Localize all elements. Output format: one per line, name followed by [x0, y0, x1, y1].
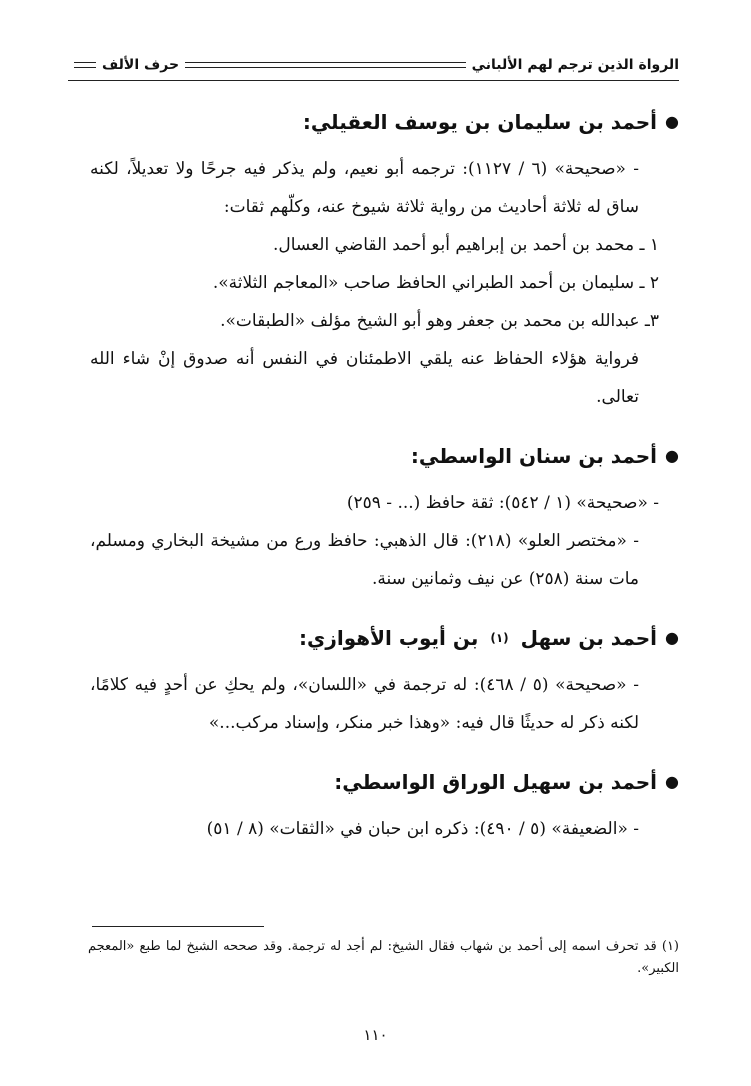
entry-name: أحمد بن سهيل الوراق الواسطي: [334, 770, 658, 794]
chapter-title: حرف الألف [102, 57, 180, 73]
header-double-rule [185, 62, 465, 68]
entry-heading [90, 624, 679, 652]
list-item: ٣ـ عبدالله بن محمد بن جعفر وهو أبو الشيخ مؤلف «الطبقات». [220, 311, 659, 331]
footnote-separator [92, 926, 264, 927]
page-number: ١١٠ [363, 1026, 388, 1044]
entry-name-part1: أحمد بن سهل [520, 626, 658, 650]
running-header [68, 54, 679, 76]
entry-paragraph: - «الضعيفة» (٥ / ٤٩٠): ذكره ابن حبان في «الثقات» (٨ / ٥١) [206, 819, 639, 839]
entry-name-part2: بن أيوب الأهوازي: [299, 626, 479, 650]
bullet-icon: ● [665, 772, 679, 791]
entry-paragraph: فرواية هؤلاء الحفاظ عنه يلقي الاطمئنان في النفس أنه صدوق إنْ شاء الله تعالى. [90, 349, 639, 407]
entry-heading [90, 442, 679, 470]
entry-paragraph: - «مختصر العلو» (٢١٨): قال الذهبي: حافظ ورع من مشيخة البخاري ومسلم، مات سنة (٢٥٨) عن نيف وثمانين سنة. [90, 531, 639, 589]
entry-paragraph: - «صحيحة» (١ / ٥٤٢): ثقة حافظ (... - ٢٥٩) [346, 493, 659, 513]
entry-heading [90, 768, 679, 796]
footnote-reference[interactable]: (١) [490, 631, 509, 645]
bullet-icon: ● [665, 112, 679, 131]
bullet-icon: ● [665, 628, 679, 647]
header-underline [68, 80, 679, 81]
entry-name: أحمد بن سنان الواسطي: [410, 444, 658, 468]
entry-paragraph: - «صحيحة» (٥ / ٤٦٨): له ترجمة في «اللسان»، ولم يحكِ عن أحدٍ فيه كلامًا، لكنه ذكر له حديثًا قال فيه: «وهذا خبر منكر، وإسناد مركب...» [90, 675, 639, 733]
bullet-icon: ● [665, 446, 679, 465]
entry-paragraph: - «صحيحة» (٦ / ١١٢٧): ترجمه أبو نعيم، ولم يذكر فيه جرحًا ولا تعديلاً، لكنه ساق له ثلاثة أحاديث من رواية ثلاثة شيوخ عنه، وكلّهم ثقات: [90, 159, 639, 217]
footnote: (١) قد تحرف اسمه إلى أحمد بن شهاب فقال الشيخ: لم أجد له ترجمة. وقد صححه الشيخ لما طبع «المعجم الكبير». [88, 939, 679, 976]
main-text [90, 108, 679, 848]
entry-heading [90, 108, 679, 136]
entry-name: أحمد بن سليمان بن يوسف العقيلي: [302, 110, 658, 134]
book-title: الرواة الذين ترجم لهم الألباني [471, 57, 679, 73]
list-item: ١ ـ محمد بن أحمد بن إبراهيم أبو أحمد القاضي العسال. [273, 235, 659, 255]
header-short-rule [74, 62, 96, 68]
list-item: ٢ ـ سليمان بن أحمد الطبراني الحافظ صاحب «المعاجم الثلاثة». [212, 273, 659, 293]
